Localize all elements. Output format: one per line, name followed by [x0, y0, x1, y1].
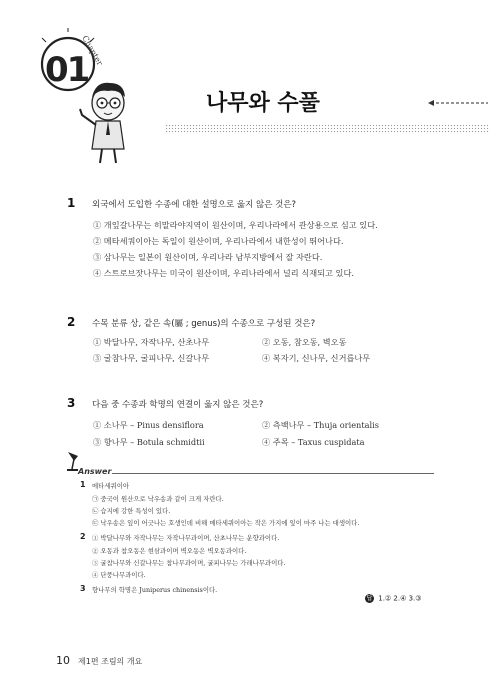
answer-1-line-3: ㉡ 습지에 강한 특성이 있다.: [92, 507, 171, 515]
question-2-option-3: ③ 굴참나무, 굴피나무, 신갈나무: [93, 353, 210, 363]
answer-1-line-4: ㉢ 낙우송은 잎이 어긋나는 호생인데 비해 메타세쿼이아는 작은 가지에 잎이 마주 나는 대생이다.: [92, 519, 360, 527]
question-1-option-1: ① 개잎갈나무는 히말라야지역이 원산이며, 우리나라에서 관상용으로 심고 있다.: [93, 220, 378, 230]
answer-3-number: 3: [80, 584, 86, 593]
question-3-text: 다음 중 수종과 학명의 연결이 옳지 않은 것은?: [92, 400, 264, 410]
question-1-option-2: ② 메타세쿼이아는 독일이 원산이며, 우리나라에서 내한성이 뛰어나다.: [93, 236, 344, 246]
question-3-option-3: ③ 향나무 – Botula schmidtii: [93, 437, 205, 447]
answer-2-line-4: ④ 단풍나무과이다.: [92, 571, 146, 579]
question-2-number: 2: [67, 315, 76, 329]
chapter-word: Chapter: [80, 34, 105, 68]
answer-1-line-2: ㉠ 중국이 원산으로 낙우송과 같이 크게 자란다.: [92, 495, 224, 503]
answer-label: Answer: [78, 467, 112, 476]
footer-section-title: 제1편 조림의 개요: [78, 657, 143, 666]
answer-badge-icon: 답: [366, 595, 373, 602]
answer-2-line-2: ② 오동과 참오동은 현삼과이며 벽오동은 벽오동과이다.: [92, 547, 247, 555]
chapter-number: 01: [45, 50, 89, 90]
question-3-option-1: ① 소나무 – Pinus densiflora: [93, 420, 204, 430]
question-1-option-4: ④ 스트로브잣나무는 미국이 원산이며, 우리나라에서 널리 식재되고 있다.: [93, 268, 354, 278]
question-2-text: 수목 분류 상, 같은 속(屬 ; genus)의 수종으로 구성된 것은?: [92, 319, 316, 329]
question-2-option-4: ④ 복자기, 신나무, 신거릅나무: [262, 353, 371, 363]
question-1-option-3: ③ 삼나무는 일본이 원산이며, 우리나라 남부지방에서 잘 자란다.: [93, 252, 323, 262]
question-3-option-2: ② 측백나무 – Thuja orientalis: [262, 420, 379, 430]
question-2-option-2: ② 오동, 참오동, 벽오동: [262, 337, 347, 347]
chapter-title: 나무와 수풀: [206, 91, 320, 116]
answer-summary: [365, 594, 422, 603]
page-number: 10: [56, 654, 70, 667]
answer-1-line-1: 메타세쿼이아: [92, 482, 130, 490]
answer-summary-text: 1.② 2.④ 3.③: [378, 594, 422, 603]
question-2-option-1: ① 박달나무, 자작나무, 산초나무: [93, 337, 210, 347]
dotted-header-band: [165, 124, 490, 134]
mascot-character-icon: [70, 65, 150, 165]
question-3-option-4: ④ 주목 – Taxus cuspidata: [262, 437, 365, 447]
question-1-text: 외국에서 도입한 수종에 대한 설명으로 옳지 않은 것은?: [92, 200, 297, 210]
answer-divider: [112, 473, 434, 474]
answer-2-number: 2: [80, 532, 86, 541]
answer-1-number: 1: [80, 480, 86, 489]
answer-2-line-1: ① 박달나무와 자작나무는 자작나무과이며, 산초나무는 운향과이다.: [92, 534, 280, 542]
dashed-arrow-icon: [428, 100, 488, 106]
question-3-number: 3: [67, 396, 76, 410]
answer-3-line-1: 향나무의 학명은 Juniperus chinensis이다.: [92, 586, 218, 594]
question-1-number: 1: [67, 196, 76, 210]
answer-2-line-3: ③ 굴참나무와 신갈나무는 참나무과이며, 굴피나무는 가래나무과이다.: [92, 559, 286, 567]
